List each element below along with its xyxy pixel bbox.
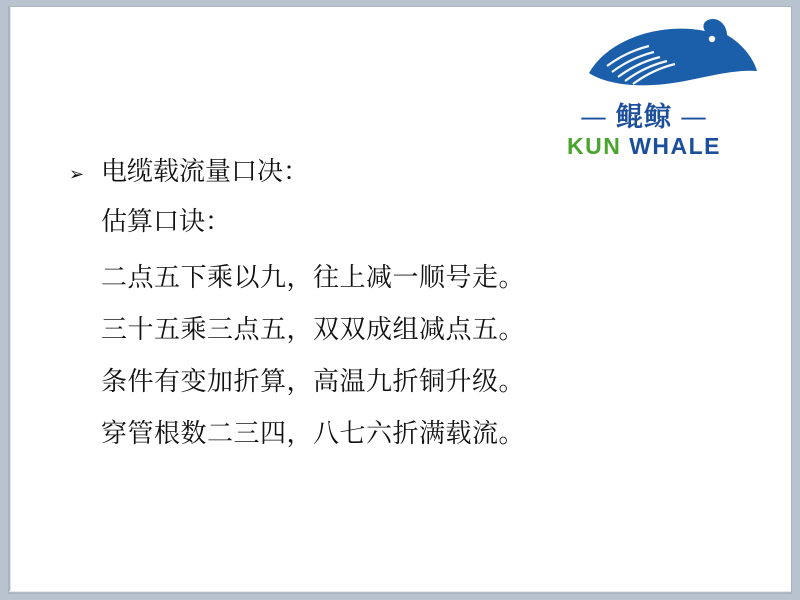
- brand-logo: [529, 17, 769, 159]
- logo-english-whale: WHALE: [629, 133, 722, 159]
- text-line-content: 穿管根数二三四，八七六折满载流。: [101, 419, 526, 449]
- text-line: [69, 159, 729, 185]
- logo-dash-left: —: [580, 102, 608, 133]
- text-line: [69, 265, 729, 291]
- whale-logo-icon: [581, 17, 761, 97]
- logo-english-kun: KUN: [566, 133, 622, 159]
- logo-chinese-name: [529, 95, 759, 134]
- text-line: [69, 209, 729, 235]
- slide-body-text: [69, 159, 729, 473]
- logo-dash-right: —: [680, 102, 708, 133]
- text-line-content: 三十五乘三点五，双双成组减点五。: [101, 315, 526, 345]
- bullet-arrow-icon: ➢: [69, 164, 85, 185]
- slide-edge-left: [9, 7, 11, 593]
- slide-canvas: [9, 7, 791, 593]
- logo-chinese-text: 鲲鲸: [616, 102, 672, 133]
- text-line-content: 二点五下乘以九，往上减一顺号走。: [101, 263, 526, 293]
- text-line: [69, 369, 729, 395]
- text-line-content: 电缆载流量口决：: [101, 157, 310, 187]
- text-line: [69, 317, 729, 343]
- text-line-content: 估算口诀：: [101, 207, 232, 237]
- text-line: [69, 421, 729, 447]
- slide-edge-bottom: [9, 591, 791, 593]
- logo-english-name: [529, 133, 759, 160]
- text-line-content: 条件有变加折算，高温九折铜升级。: [101, 367, 526, 397]
